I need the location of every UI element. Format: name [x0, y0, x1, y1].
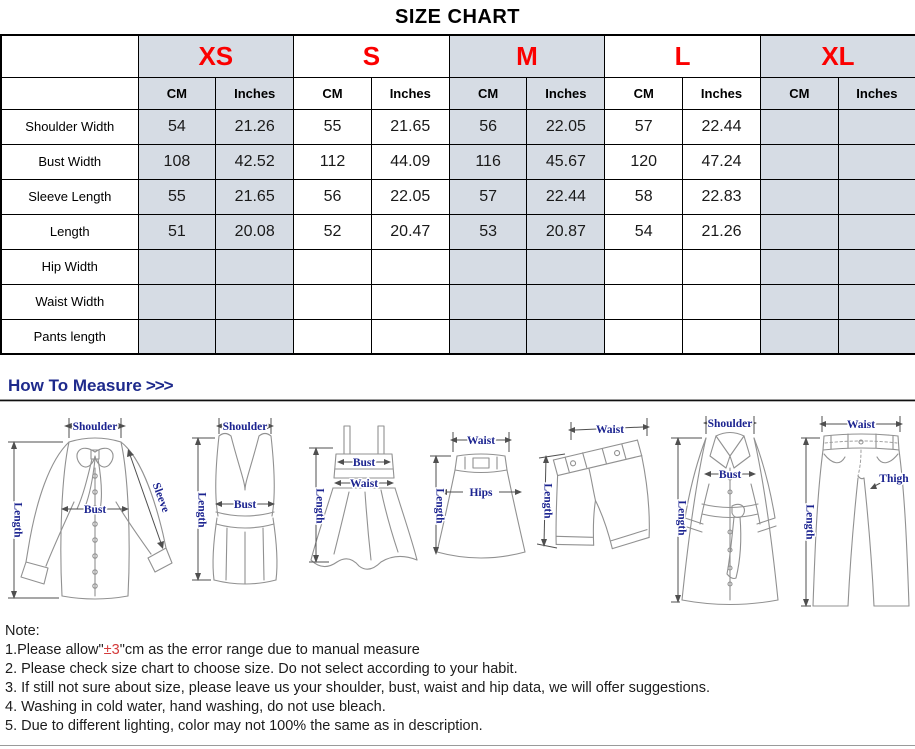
unit-header: CM — [605, 77, 683, 109]
note-item: 5. Due to different lighting, color may not 100% the same as in description. — [5, 718, 483, 734]
size-cell: 54 — [605, 214, 683, 249]
size-cell — [683, 284, 761, 319]
size-cell: 116 — [449, 144, 527, 179]
size-cell — [838, 319, 915, 354]
size-cell: 58 — [605, 179, 683, 214]
size-cell: 52 — [294, 214, 372, 249]
row-label: Pants length — [1, 319, 138, 354]
size-cell — [371, 284, 449, 319]
size-cell — [216, 249, 294, 284]
size-cell: 57 — [605, 109, 683, 144]
size-cell — [527, 284, 605, 319]
blouse-bust-label: Bust — [83, 504, 107, 516]
cami-dress-length-label: Length — [313, 488, 326, 524]
how-to-measure-heading — [8, 376, 915, 396]
size-cell — [605, 249, 683, 284]
note-item: 3. If still not sure about size, please leave us your shoulder, bust, waist and hip data, we will offer suggestions. — [5, 680, 710, 696]
cami-dress-waist-label: Waist — [350, 478, 379, 490]
unit-header: Inches — [838, 77, 915, 109]
size-cell: 21.65 — [216, 179, 294, 214]
size-cell — [216, 319, 294, 354]
pants-length-label: Length — [803, 504, 816, 540]
size-cell — [683, 249, 761, 284]
cami-dress-bust-label: Bust — [353, 457, 376, 469]
blouse-sleeve-label: Sleeve — [149, 481, 172, 515]
unit-header: Inches — [683, 77, 761, 109]
size-cell: 21.26 — [216, 109, 294, 144]
size-cell: 108 — [138, 144, 216, 179]
skirt-length-label: Length — [433, 488, 446, 524]
size-cell — [760, 144, 838, 179]
table-row — [1, 214, 915, 249]
size-cell: 56 — [449, 109, 527, 144]
table-row — [1, 109, 915, 144]
size-cell: 22.05 — [527, 109, 605, 144]
how-to-measure-section — [0, 376, 915, 614]
row-label: Waist Width — [1, 284, 138, 319]
note-text: "cm as the error range due to manual measure — [119, 642, 420, 658]
size-header-m: M — [449, 35, 605, 77]
row-label: Length — [1, 214, 138, 249]
size-cell — [138, 249, 216, 284]
size-cell: 45.67 — [527, 144, 605, 179]
size-cell — [449, 319, 527, 354]
size-cell — [760, 109, 838, 144]
chevron-right-icon: >>> — [145, 376, 173, 395]
size-cell: 56 — [294, 179, 372, 214]
size-cell: 22.44 — [527, 179, 605, 214]
tank-top-length-label: Length — [195, 492, 208, 528]
unit-header: Inches — [216, 77, 294, 109]
note-item — [5, 641, 915, 660]
unit-header: CM — [760, 77, 838, 109]
pants-thigh-label: Thigh — [879, 473, 909, 485]
skirt-figure — [427, 412, 532, 614]
coat-bust-label: Bust — [718, 469, 741, 481]
size-chart-table — [0, 34, 915, 355]
note-item: 2. Please check size chart to choose size. Do not select according to your habit. — [5, 661, 518, 677]
note-item: 4. Washing in cold water, hand washing, do not use bleach. — [5, 699, 386, 715]
unit-header: CM — [294, 77, 372, 109]
size-cell: 22.05 — [371, 179, 449, 214]
size-cell — [605, 284, 683, 319]
row-label: Hip Width — [1, 249, 138, 284]
size-cell — [449, 249, 527, 284]
coat-length-label: Length — [675, 500, 688, 536]
skirt-hips-label: Hips — [469, 487, 493, 499]
size-header-l: L — [605, 35, 761, 77]
size-cell — [527, 249, 605, 284]
size-cell — [838, 144, 915, 179]
unit-header: Inches — [527, 77, 605, 109]
coat-drawing — [682, 433, 778, 605]
note-text: 1.Please allow" — [5, 642, 104, 658]
size-cell: 112 — [294, 144, 372, 179]
row-label: Shoulder Width — [1, 109, 138, 144]
size-cell — [838, 284, 915, 319]
measure-figures — [0, 402, 915, 614]
shorts-length-label: Length — [541, 483, 554, 519]
size-cell: 53 — [449, 214, 527, 249]
row-label: Sleeve Length — [1, 179, 138, 214]
size-header-xs: XS — [138, 35, 294, 77]
how-to-measure-label: How To Measure — [8, 376, 142, 395]
notes-heading: Note: — [5, 623, 40, 639]
bottom-divider — [0, 745, 915, 746]
pants-waist-label: Waist — [846, 419, 875, 431]
page-title: SIZE CHART — [395, 6, 520, 28]
table-row — [1, 179, 915, 214]
row-label: Bust Width — [1, 144, 138, 179]
corner-cell — [1, 77, 138, 109]
size-cell: 20.08 — [216, 214, 294, 249]
pants-figure — [798, 412, 910, 614]
blouse-drawing — [21, 438, 172, 599]
size-cell — [683, 319, 761, 354]
table-row — [1, 144, 915, 179]
note-accent-text: ±3 — [103, 642, 120, 658]
size-cell — [838, 249, 915, 284]
size-cell: 51 — [138, 214, 216, 249]
skirt-waist-label: Waist — [467, 435, 496, 447]
size-cell: 20.47 — [371, 214, 449, 249]
size-cell: 55 — [294, 109, 372, 144]
size-cell — [294, 319, 372, 354]
size-cell — [760, 249, 838, 284]
unit-header: CM — [138, 77, 216, 109]
size-cell — [760, 214, 838, 249]
size-cell — [138, 284, 216, 319]
size-cell — [294, 284, 372, 319]
size-cell: 42.52 — [216, 144, 294, 179]
size-cell: 57 — [449, 179, 527, 214]
table-row — [1, 319, 915, 354]
corner-cell — [1, 35, 138, 77]
shorts-drawing — [543, 440, 654, 557]
tank-top-shoulder-label: Shoulder — [222, 421, 268, 433]
size-cell: 55 — [138, 179, 216, 214]
size-cell — [216, 284, 294, 319]
unit-header: CM — [449, 77, 527, 109]
size-cell — [371, 249, 449, 284]
blouse-shoulder-label: Shoulder — [72, 421, 118, 433]
size-cell — [838, 214, 915, 249]
pants-drawing — [813, 434, 909, 606]
size-cell: 20.87 — [527, 214, 605, 249]
size-cell: 120 — [605, 144, 683, 179]
size-cell — [760, 319, 838, 354]
blouse-length-label: Length — [11, 502, 24, 538]
table-row — [1, 249, 915, 284]
tank-top-bust-label: Bust — [233, 499, 257, 511]
size-cell — [760, 284, 838, 319]
coat-figure — [666, 412, 794, 614]
size-cell — [760, 179, 838, 214]
table-row — [1, 284, 915, 319]
size-cell — [605, 319, 683, 354]
notes-section — [0, 614, 915, 736]
coat-shoulder-label: Shoulder — [707, 418, 753, 430]
size-header-s: S — [294, 35, 450, 77]
blouse-figure — [5, 412, 185, 614]
size-cell: 54 — [138, 109, 216, 144]
size-cell: 22.44 — [683, 109, 761, 144]
skirt-drawing — [437, 454, 525, 558]
size-cell — [838, 179, 915, 214]
size-cell — [371, 319, 449, 354]
size-cell: 21.26 — [683, 214, 761, 249]
size-cell — [138, 319, 216, 354]
size-header-xl: XL — [760, 35, 915, 77]
cami-dress-drawing — [311, 426, 417, 569]
shorts-waist-label: Waist — [595, 424, 624, 436]
size-cell: 22.83 — [683, 179, 761, 214]
size-cell: 47.24 — [683, 144, 761, 179]
cami-dress-figure — [305, 412, 423, 614]
unit-header: Inches — [371, 77, 449, 109]
tank-top-figure — [189, 412, 301, 614]
unit-header-row — [1, 77, 915, 109]
size-cell: 44.09 — [371, 144, 449, 179]
size-cell — [449, 284, 527, 319]
size-cell — [294, 249, 372, 284]
size-cell — [527, 319, 605, 354]
size-cell — [838, 109, 915, 144]
size-header-row — [1, 35, 915, 77]
size-cell: 21.65 — [371, 109, 449, 144]
shorts-figure — [537, 412, 662, 614]
